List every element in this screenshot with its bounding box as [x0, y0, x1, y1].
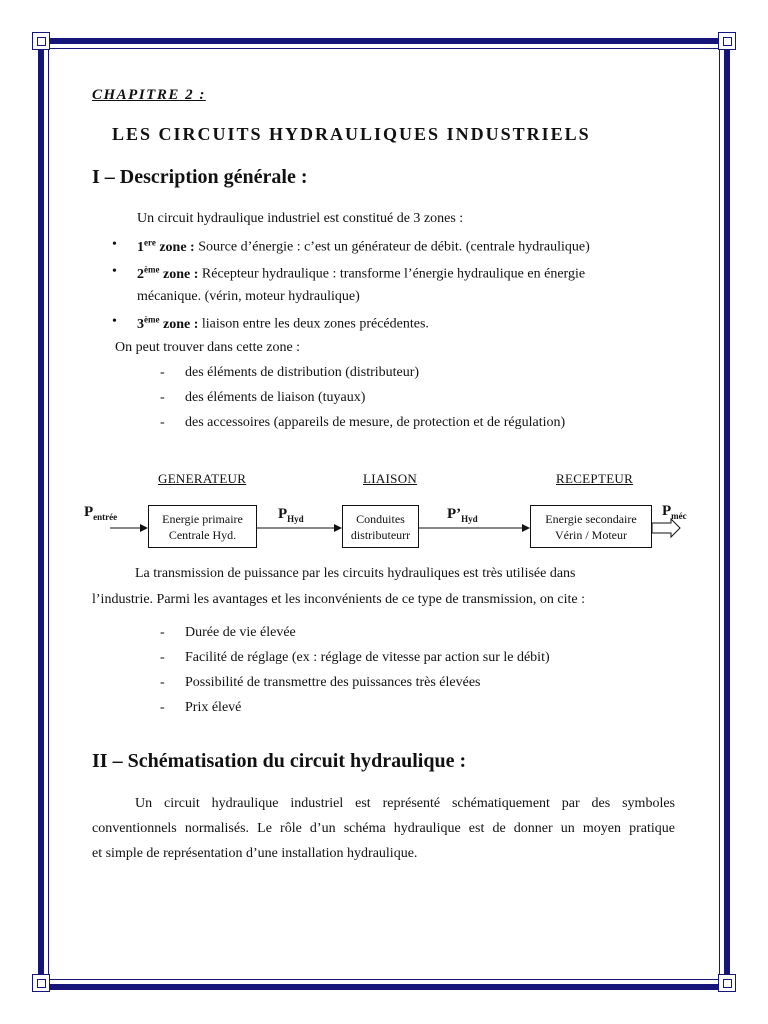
zone-item: 3ème zone : liaison entre les deux zones précédentes.: [137, 314, 429, 332]
power-hyd-label: $P_{Hyd}$: [278, 506, 304, 524]
chapter-label: CHAPITRE 2 :: [92, 87, 206, 103]
list-item: Durée de vie élevée: [185, 625, 296, 640]
paragraph-line: l’industrie. Parmi les avantages et les inconvénients de ce type de transmission, on cite :: [92, 592, 585, 607]
dash-icon: -: [160, 365, 165, 380]
diagram-box-generator: Energie primaire Centrale Hyd.: [148, 505, 257, 548]
arrow-head: [334, 524, 342, 532]
section-heading: I – Description générale :: [92, 166, 308, 188]
list-item: des accessoires (appareils de mesure, de protection et de régulation): [185, 415, 566, 430]
dash-icon: -: [160, 390, 165, 405]
paragraph-line: Un circuit hydraulique industriel est représenté schématiquement par des symboles: [135, 796, 675, 811]
list-item: Facilité de réglage (ex : réglage de vitesse par action sur le débit): [185, 650, 550, 665]
paragraph-line: conventionnels normalisés. Le rôle d’un schéma hydraulique est de donner un moyen pratique: [92, 821, 675, 836]
page-title: LES CIRCUITS HYDRAULIQUES INDUSTRIELS: [112, 124, 591, 144]
bullet-icon: •: [112, 314, 117, 329]
diagram-box-liaison: Conduites distributeurr: [342, 505, 419, 548]
intro-text: Un circuit hydraulique industriel est constitué de 3 zones :: [137, 211, 464, 226]
output-arrow: [652, 519, 680, 537]
zone-item: 1ere zone : Source d’énergie : c’est un générateur de débit. (centrale hydraulique): [137, 237, 590, 255]
diagram-column-title: GENERATEUR: [158, 471, 247, 486]
arrow-head: [140, 524, 148, 532]
dash-icon: -: [160, 650, 165, 665]
bullet-icon: •: [112, 237, 117, 252]
power-input-label: $P_{entrée}$: [84, 504, 118, 522]
paragraph-line: et simple de représentation d’une installation hydraulique.: [92, 846, 418, 861]
arrow-head: [522, 524, 530, 532]
list-item: des éléments de distribution (distributeur): [185, 365, 420, 380]
section-heading: II – Schématisation du circuit hydraulique :: [92, 750, 467, 772]
paragraph-line: La transmission de puissance par les circuits hydrauliques est très utilisée dans: [135, 566, 576, 581]
dash-icon: -: [160, 625, 165, 640]
dash-icon: -: [160, 700, 165, 715]
diagram-column-title: RECEPTEUR: [556, 471, 634, 486]
dash-icon: -: [160, 675, 165, 690]
zone-note: On peut trouver dans cette zone :: [115, 340, 301, 355]
power-hyd2-label: $P’_{Hyd}$: [447, 506, 478, 524]
list-item: des éléments de liaison (tuyaux): [185, 390, 366, 405]
bullet-icon: •: [112, 264, 117, 279]
diagram-box-receiver: Energie secondaire Vérin / Moteur: [530, 505, 652, 548]
zone-item-continued: mécanique. (vérin, moteur hydraulique): [137, 289, 360, 304]
list-item: Prix élevé: [185, 700, 242, 715]
list-item: Possibilité de transmettre des puissances très élevées: [185, 675, 481, 690]
power-mec-label: $P_{méc}$: [662, 503, 687, 521]
dash-icon: -: [160, 415, 165, 430]
diagram-column-title: LIAISON: [363, 471, 418, 486]
zone-item: 2ème zone : Récepteur hydraulique : transforme l’énergie hydraulique en énergie: [137, 264, 586, 282]
